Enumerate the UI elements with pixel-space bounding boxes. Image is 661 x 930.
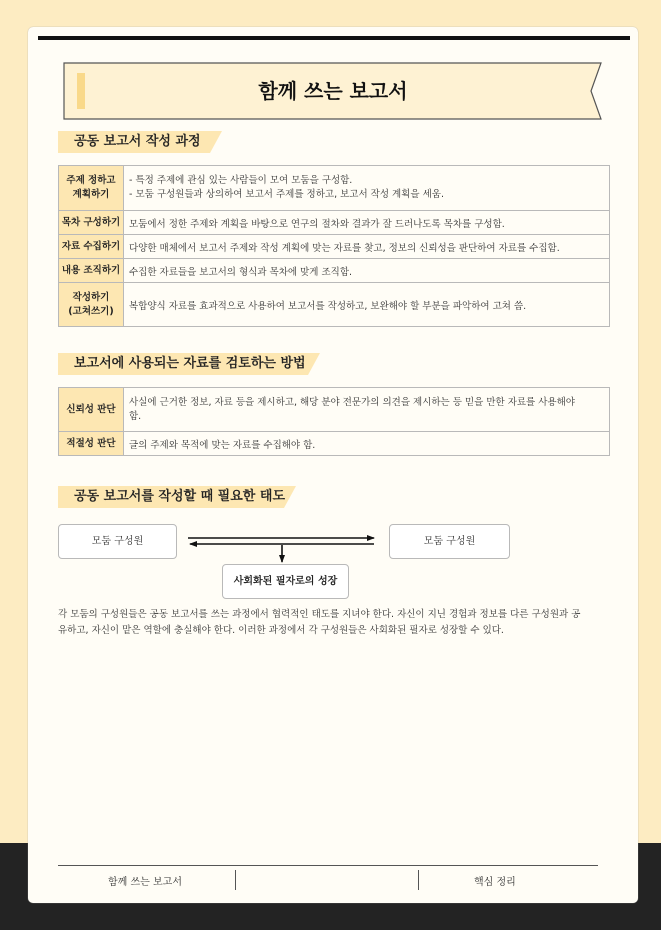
row-desc: 모둠에서 정한 주제와 계획을 바탕으로 연구의 절차와 결과가 잘 드러나도록 목차를 구성함. <box>124 211 610 235</box>
section2-title: 보고서에 사용되는 자료를 검토하는 방법 <box>58 353 306 375</box>
row-desc: 글의 주제와 목적에 맞는 자료를 수집해야 함. <box>124 432 610 456</box>
document-page <box>28 27 638 903</box>
footer-left-text: 함께 쓰는 보고서 <box>108 877 182 888</box>
row-head: 작성하기 (고쳐쓰기) <box>59 283 124 327</box>
row-head: 내용 조직하기 <box>59 259 124 283</box>
section1-title: 공동 보고서 작성 과정 <box>58 131 201 153</box>
row-head: 자료 수집하기 <box>59 235 124 259</box>
page-title: 함께 쓰는 보고서 <box>258 79 408 103</box>
footer-right-text: 핵심 정리 <box>474 877 516 888</box>
row-head: 적절성 판단 <box>59 432 124 456</box>
footer-divider <box>235 870 236 890</box>
row-desc: 다양한 매체에서 보고서 주제와 작성 계획에 맞는 자료를 찾고, 정보의 신뢰성을 판단하여 자료를 수집함. <box>124 235 610 259</box>
footer-divider <box>418 870 419 890</box>
flow-arrows <box>28 27 638 587</box>
node-left: 모둠 구성원 <box>58 524 177 559</box>
row-head: 목차 구성하기 <box>59 211 124 235</box>
node-right: 모둠 구성원 <box>389 524 510 559</box>
row-head: 신뢰성 판단 <box>59 388 124 432</box>
attitude-paragraph: 각 모둠의 구성원들은 공동 보고서를 쓰는 과정에서 협력적인 태도를 지녀야 한다. 자신이 지닌 경험과 정보를 다른 구성원과 공 유하고, 자신이 맡은 역할에 충실해야 한다. 이러한 과정에서 각 구성원들은 사회화된 필자로 성장할 수 있다. <box>58 609 581 636</box>
footer-rule <box>58 865 598 866</box>
row-desc: 사실에 근거한 정보, 자료 등을 제시하고, 해당 분야 전문가의 의견을 제시하는 등 믿을 만한 자료를 사용해야 함. <box>124 388 610 432</box>
section3-title: 공동 보고서를 작성할 때 필요한 태도 <box>58 486 285 508</box>
row-desc: 수집한 자료들을 보고서의 형식과 목차에 맞게 조직함. <box>124 259 610 283</box>
row-desc: - 특정 주제에 관심 있는 사람들이 모여 모둠을 구성함. - 모둠 구성원들과 상의하여 보고서 주제를 정하고, 보고서 작성 계획을 세움. <box>124 166 610 211</box>
row-head: 주제 정하고 계획하기 <box>59 166 124 211</box>
node-bottom: 사회화된 필자로의 성장 <box>222 564 349 599</box>
row-desc: 복합양식 자료를 효과적으로 사용하여 보고서를 작성하고, 보완해야 할 부분을 파악하여 고쳐 씀. <box>124 283 610 327</box>
